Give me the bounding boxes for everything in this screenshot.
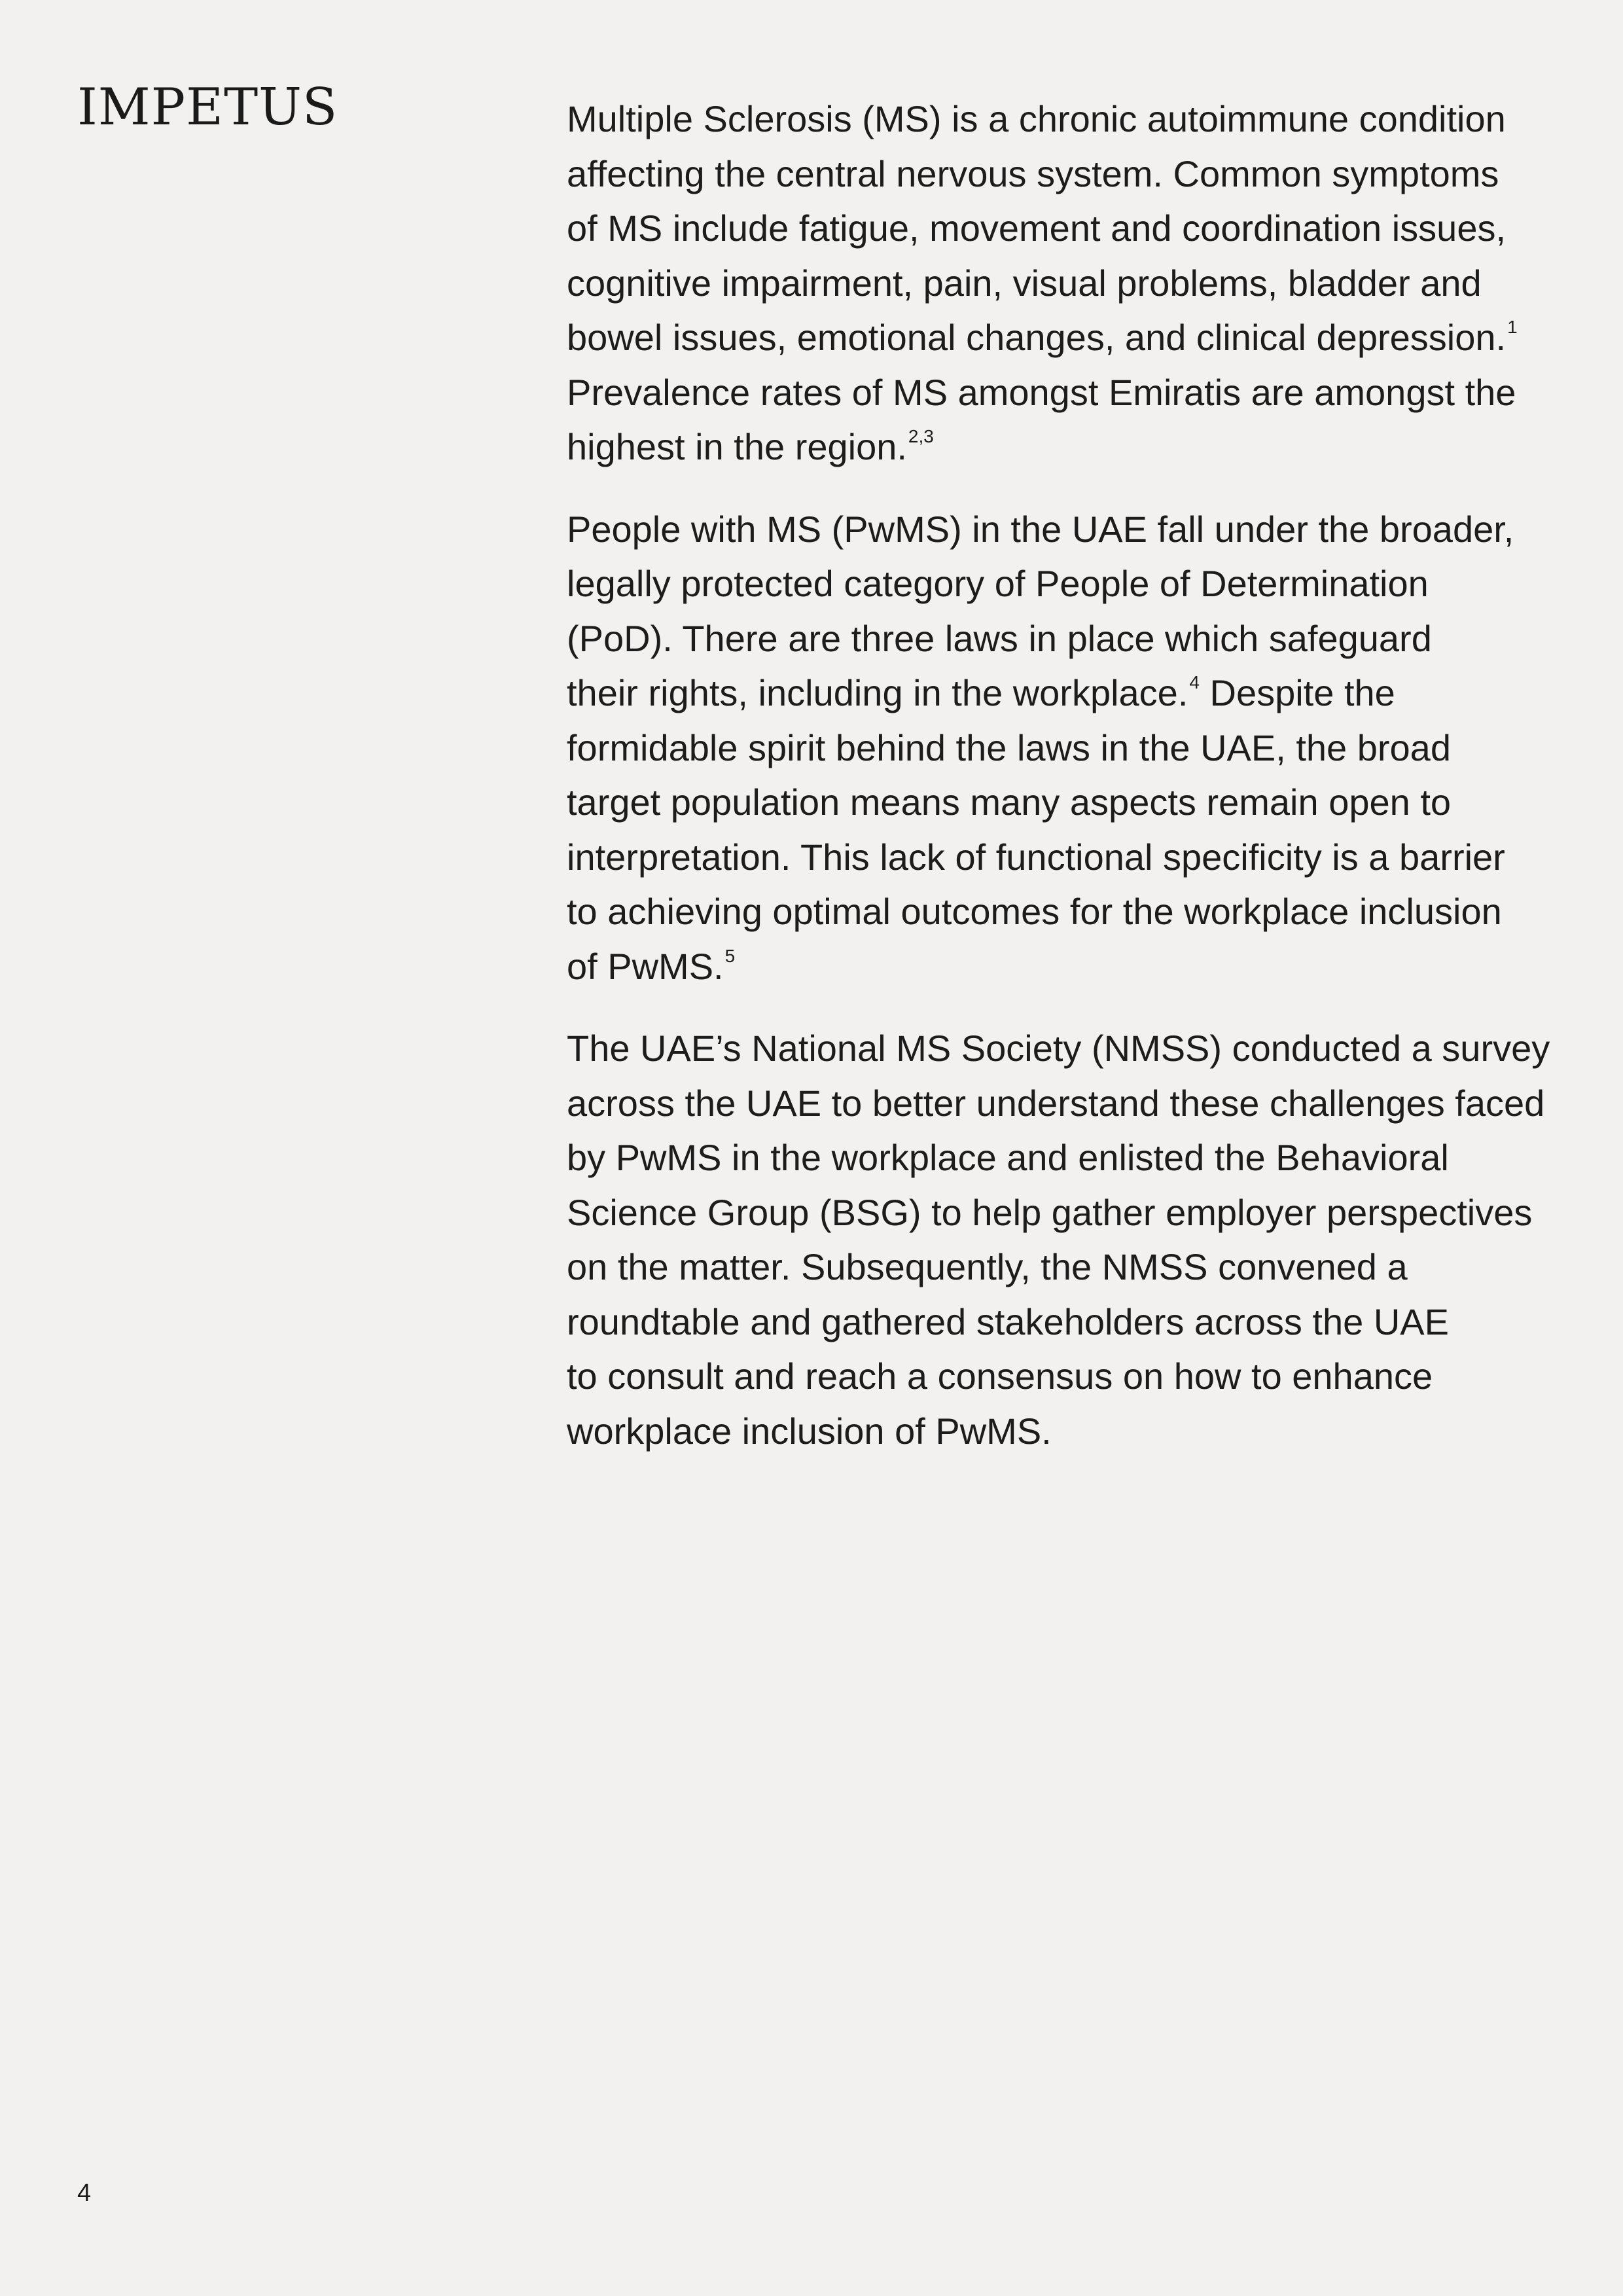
- line-text: interpretation. This lack of functional specificity is a barrier: [567, 836, 1505, 878]
- footnote-reference: 4: [1189, 672, 1200, 692]
- line-text: Multiple Sclerosis (MS) is a chronic autoimmune condition: [567, 98, 1506, 139]
- line-text: their rights, including in the workplace.: [567, 672, 1188, 713]
- body-paragraph: [567, 1021, 1548, 1458]
- text-line: [567, 201, 1548, 256]
- text-line: [567, 365, 1548, 420]
- text-line: [567, 310, 1548, 365]
- page-number: 4: [77, 2179, 92, 2207]
- section-heading: IMPETUS: [77, 78, 338, 137]
- line-text: highest in the region.: [567, 426, 907, 467]
- text-line: [567, 1404, 1548, 1459]
- text-line: [567, 147, 1548, 202]
- text-line: [567, 830, 1548, 885]
- line-text-continued: Despite the: [1199, 672, 1395, 713]
- line-text: target population means many aspects remain open to: [567, 781, 1452, 823]
- line-text: cognitive impairment, pain, visual problems, bladder and: [567, 262, 1482, 304]
- text-line: [567, 1076, 1548, 1131]
- line-text: workplace inclusion of PwMS.: [567, 1410, 1052, 1452]
- line-text: formidable spirit behind the laws in the UAE, the broad: [567, 726, 1451, 768]
- text-line: [567, 611, 1548, 666]
- line-text: (PoD). There are three laws in place which safeguard: [567, 617, 1432, 659]
- text-line: [567, 1295, 1548, 1350]
- line-text: to consult and reach a consensus on how to enhance: [567, 1355, 1433, 1397]
- body-paragraph: [567, 502, 1548, 994]
- footnote-reference: 1: [1507, 317, 1518, 337]
- body-text-column: [567, 92, 1548, 1486]
- line-text: of MS include fatigue, movement and coordination issues,: [567, 207, 1507, 249]
- line-text: Prevalence rates of MS amongst Emiratis are amongst the: [567, 371, 1516, 413]
- text-line: [567, 92, 1548, 147]
- line-text: legally protected category of People of Determination: [567, 563, 1429, 604]
- line-text: Science Group (BSG) to help gather employer perspectives: [567, 1191, 1533, 1233]
- line-text: across the UAE to better understand these challenges faced: [567, 1082, 1545, 1124]
- line-text: of PwMS.: [567, 945, 724, 987]
- line-text: People with MS (PwMS) in the UAE fall under the broader,: [567, 508, 1514, 550]
- text-line: [567, 939, 1548, 994]
- text-line: [567, 1021, 1548, 1076]
- line-text: by PwMS in the workplace and enlisted the Behavioral: [567, 1137, 1449, 1178]
- line-text: to achieving optimal outcomes for the workplace inclusion: [567, 891, 1502, 932]
- text-line: [567, 420, 1548, 475]
- line-text: roundtable and gathered stakeholders across the UAE: [567, 1300, 1449, 1342]
- text-line: [567, 1185, 1548, 1240]
- text-line: [567, 775, 1548, 830]
- line-text: on the matter. Subsequently, the NMSS convened a: [567, 1246, 1408, 1287]
- line-text: affecting the central nervous system. Common symptoms: [567, 152, 1499, 194]
- text-line: [567, 884, 1548, 939]
- text-line: [567, 1130, 1548, 1185]
- line-text: bowel issues, emotional changes, and clinical depression.: [567, 317, 1507, 358]
- text-line: [567, 502, 1548, 557]
- text-line: [567, 1240, 1548, 1295]
- footnote-reference: 5: [724, 945, 736, 966]
- text-line: [567, 256, 1548, 311]
- line-text: The UAE’s National MS Society (NMSS) conducted a survey: [567, 1028, 1550, 1069]
- text-line: [567, 556, 1548, 611]
- text-line: [567, 721, 1548, 776]
- footnote-reference: 2,3: [908, 426, 934, 446]
- body-paragraph: [567, 92, 1548, 475]
- text-line: [567, 666, 1548, 721]
- text-line: [567, 1349, 1548, 1404]
